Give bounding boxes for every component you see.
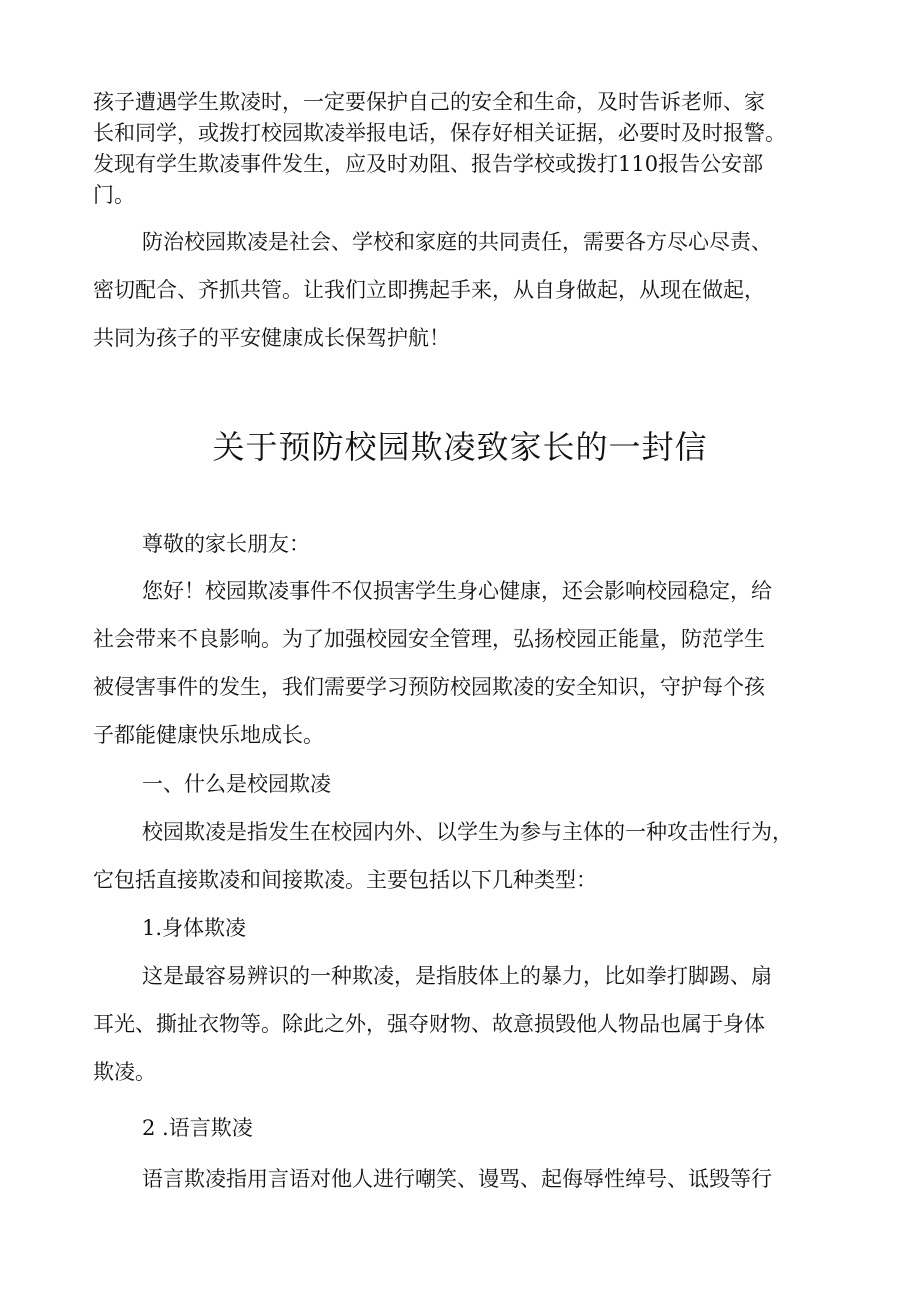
paragraph-line: 被侵害事件的发生，我们需要学习预防校园欺凌的安全知识，守护每个孩	[93, 675, 765, 699]
paragraph-line: 社会带来不良影响。为了加强校园安全管理，弘扬校园正能量，防范学生	[93, 627, 765, 651]
paragraph-line: 它包括直接欺凌和间接欺凌。主要包括以下几种类型：	[93, 868, 597, 892]
paragraph-line: 这是最容易辨识的一种欺凌，是指肢体上的暴力，比如拳打脚踢、扇	[142, 964, 772, 988]
section-heading: 一、什么是校园欺凌	[142, 772, 331, 796]
paragraph-line: 发现有学生欺凌事件发生，应及时劝阻、报告学校或拨打110报告公安部	[93, 152, 764, 176]
subsection-heading: 1.身体欺凌	[142, 916, 247, 940]
subsection-heading: 2 .语言欺凌	[142, 1116, 253, 1140]
paragraph-line: 语言欺凌指用言语对他人进行嘲笑、谩骂、起侮辱性绰号、诋毁等行	[142, 1167, 772, 1191]
paragraph-line: 耳光、撕扯衣物等。除此之外，强夺财物、故意损毁他人物品也属于身体	[93, 1012, 765, 1036]
paragraph-line: 共同为孩子的平安健康成长保驾护航！	[93, 326, 450, 350]
paragraph-line: 欺凌。	[93, 1060, 156, 1084]
paragraph-line: 您好！校园欺凌事件不仅损害学生身心健康，还会影响校园稳定，给	[142, 579, 772, 603]
paragraph-line: 门。	[93, 183, 135, 207]
paragraph-line: 密切配合、齐抓共管。让我们立即携起手来，从自身做起，从现在做起，	[93, 278, 765, 302]
paragraph-line: 长和同学，或拨打校园欺凌举报电话，保存好相关证据，必要时及时报警。	[93, 121, 786, 145]
paragraph-line: 子都能健康快乐地成长。	[93, 723, 324, 747]
page-title: 关于预防校园欺凌致家长的一封信	[212, 428, 708, 466]
greeting: 尊敬的家长朋友：	[142, 532, 310, 556]
paragraph-line: 防治校园欺凌是社会、学校和家庭的共同责任，需要各方尽心尽责、	[142, 230, 772, 254]
paragraph-line: 校园欺凌是指发生在校园内外、以学生为参与主体的一种攻击性行为，	[142, 820, 793, 844]
paragraph-line: 孩子遭遇学生欺凌时，一定要保护自己的安全和生命，及时告诉老师、家	[93, 90, 765, 114]
